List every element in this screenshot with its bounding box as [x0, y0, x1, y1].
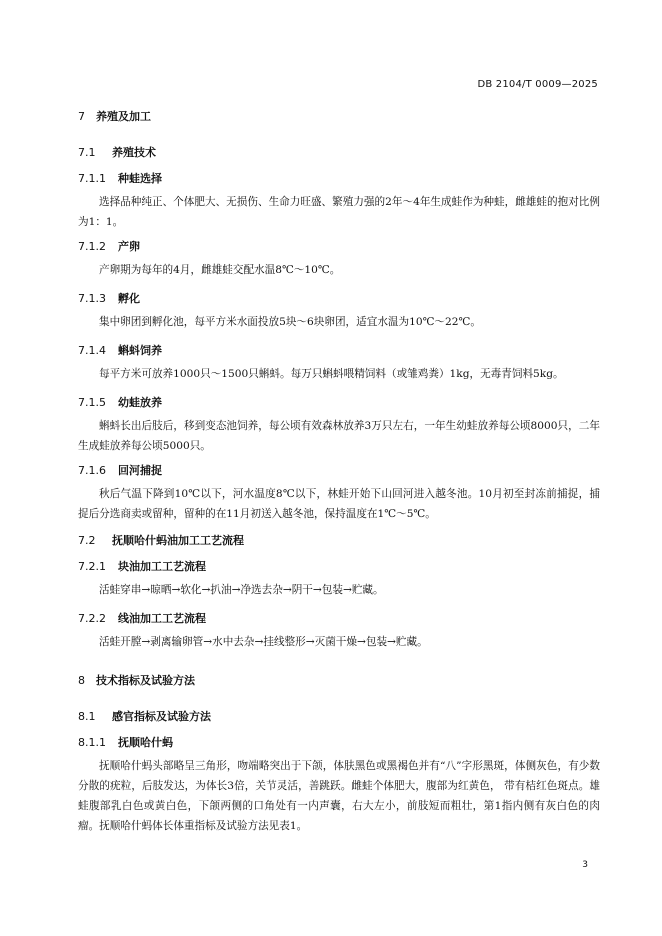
- section-7-1-6-paragraph: 秋后气温下降到10℃以下，河水温度8℃以下，林蛙开始下山回河进入越冬池。10月初至封冻前捕捉，捕捉后分选商卖或留种，留种的在11月初送入越冬池，保持温度在1℃～5℃。: [78, 488, 600, 520]
- section-number: 7.2.1: [78, 560, 106, 573]
- section-title: 养殖技术: [112, 146, 156, 159]
- section-number: 7.2: [78, 534, 96, 547]
- section-7-2-2-paragraph: 活蛙开膛→剥离输卵管→水中去杂→挂线整形→灭菌干燥→包装→贮藏。: [99, 636, 428, 648]
- section-title: 种蛙选择: [118, 172, 162, 185]
- section-8-heading: [78, 672, 195, 688]
- section-7-1-5-paragraph: 蝌蚪长出后肢后，移到变态池饲养，每公顷有效森林放养3万只左右，一年生幼蛙放养每公顷8000只，二年生成蛙放养每公顷5000只。: [78, 420, 600, 452]
- section-title: 回河捕捉: [118, 464, 162, 477]
- section-number: 7.2.2: [78, 612, 106, 625]
- section-7-1-1-heading: [78, 170, 162, 186]
- section-title: 块油加工工艺流程: [118, 560, 206, 573]
- section-title: 线油加工工艺流程: [118, 612, 206, 625]
- section-7-1-2-paragraph: 产卵期为每年的4月，雌雄蛙交配水温8℃～10℃。: [99, 264, 341, 276]
- section-8-1-heading: [78, 708, 211, 724]
- section-number: 8.1.1: [78, 736, 106, 749]
- section-title: 产卵: [118, 240, 140, 253]
- section-7-1-4-paragraph: 每平方米可放养1000只～1500只蝌蚪。每万只蝌蚪喂精饲料（或雏鸡粪）1kg，无毒青饲料5kg。: [99, 368, 564, 380]
- section-title: 幼蛙放养: [118, 396, 162, 409]
- section-7-1-3-paragraph: 集中卵团到孵化池，每平方米水面投放5块～6块卵团，适宜水温为10℃～22℃。: [99, 316, 481, 328]
- section-number: 7.1.3: [78, 292, 106, 305]
- section-7-1-1-paragraph: 选择品种纯正、个体肥大、无损伤、生命力旺盛、繁殖力强的2年～4年生成蛙作为种蛙，雌雄蛙的抱对比例为1：1。: [78, 196, 600, 228]
- section-number: 7.1.6: [78, 464, 106, 477]
- section-7-1-6-heading: [78, 462, 162, 478]
- section-title: 感官指标及试验方法: [112, 710, 211, 723]
- section-title: 抚顺哈什蚂油加工工艺流程: [112, 534, 244, 547]
- document-id: DB 2104/T 0009—2025: [477, 79, 598, 90]
- section-7-1-2-heading: [78, 238, 140, 254]
- section-title: 抚顺哈什蚂: [118, 736, 173, 749]
- section-7-2-2-heading: [78, 610, 206, 626]
- section-number: 7.1.1: [78, 172, 106, 185]
- section-title: 蝌蚪饲养: [118, 344, 162, 357]
- section-7-1-4-heading: [78, 342, 162, 358]
- section-number: 7.1: [78, 146, 96, 159]
- section-7-1-heading: [78, 144, 156, 160]
- section-title: 技术指标及试验方法: [96, 674, 195, 687]
- section-8-1-1-paragraph: 抚顺哈什蚂头部略呈三角形，吻端略突出于下颌，体肤黑色或黑褐色并有“八”字形黑斑，体侧灰色，有少数分散的疣粒，后肢发达，为体长3倍，关节灵活，善跳跃。雌蛙个体肥大，腹部为红黄色， 带有桔红色斑点。雄蛙腹部乳白色或黄白色，下颌两侧的口角处有一内声囊，右大左小，前肢短而粗壮，第1指内侧有灰白色的肉瘤。抚顺哈什蚂体长体重指标及试验方法见表1。: [78, 760, 600, 832]
- page-number: 3: [582, 860, 588, 870]
- section-number: 7.1.2: [78, 240, 106, 253]
- section-number: 8.1: [78, 710, 96, 723]
- section-7-1-3-heading: [78, 290, 140, 306]
- section-number: 7.1.4: [78, 344, 106, 357]
- section-number: 7: [78, 110, 85, 123]
- section-number: 7.1.5: [78, 396, 106, 409]
- section-7-1-5-heading: [78, 394, 162, 410]
- section-7-2-heading: [78, 532, 244, 548]
- section-title: 养殖及加工: [96, 110, 151, 123]
- section-title: 孵化: [118, 292, 140, 305]
- section-number: 8: [78, 674, 85, 687]
- section-7-2-1-heading: [78, 558, 206, 574]
- section-8-1-1-heading: [78, 734, 173, 750]
- section-7-2-1-paragraph: 活蛙穿串→晾晒→软化→扒油→净选去杂→阴干→包装→贮藏。: [99, 584, 384, 596]
- section-7-heading: [78, 108, 151, 124]
